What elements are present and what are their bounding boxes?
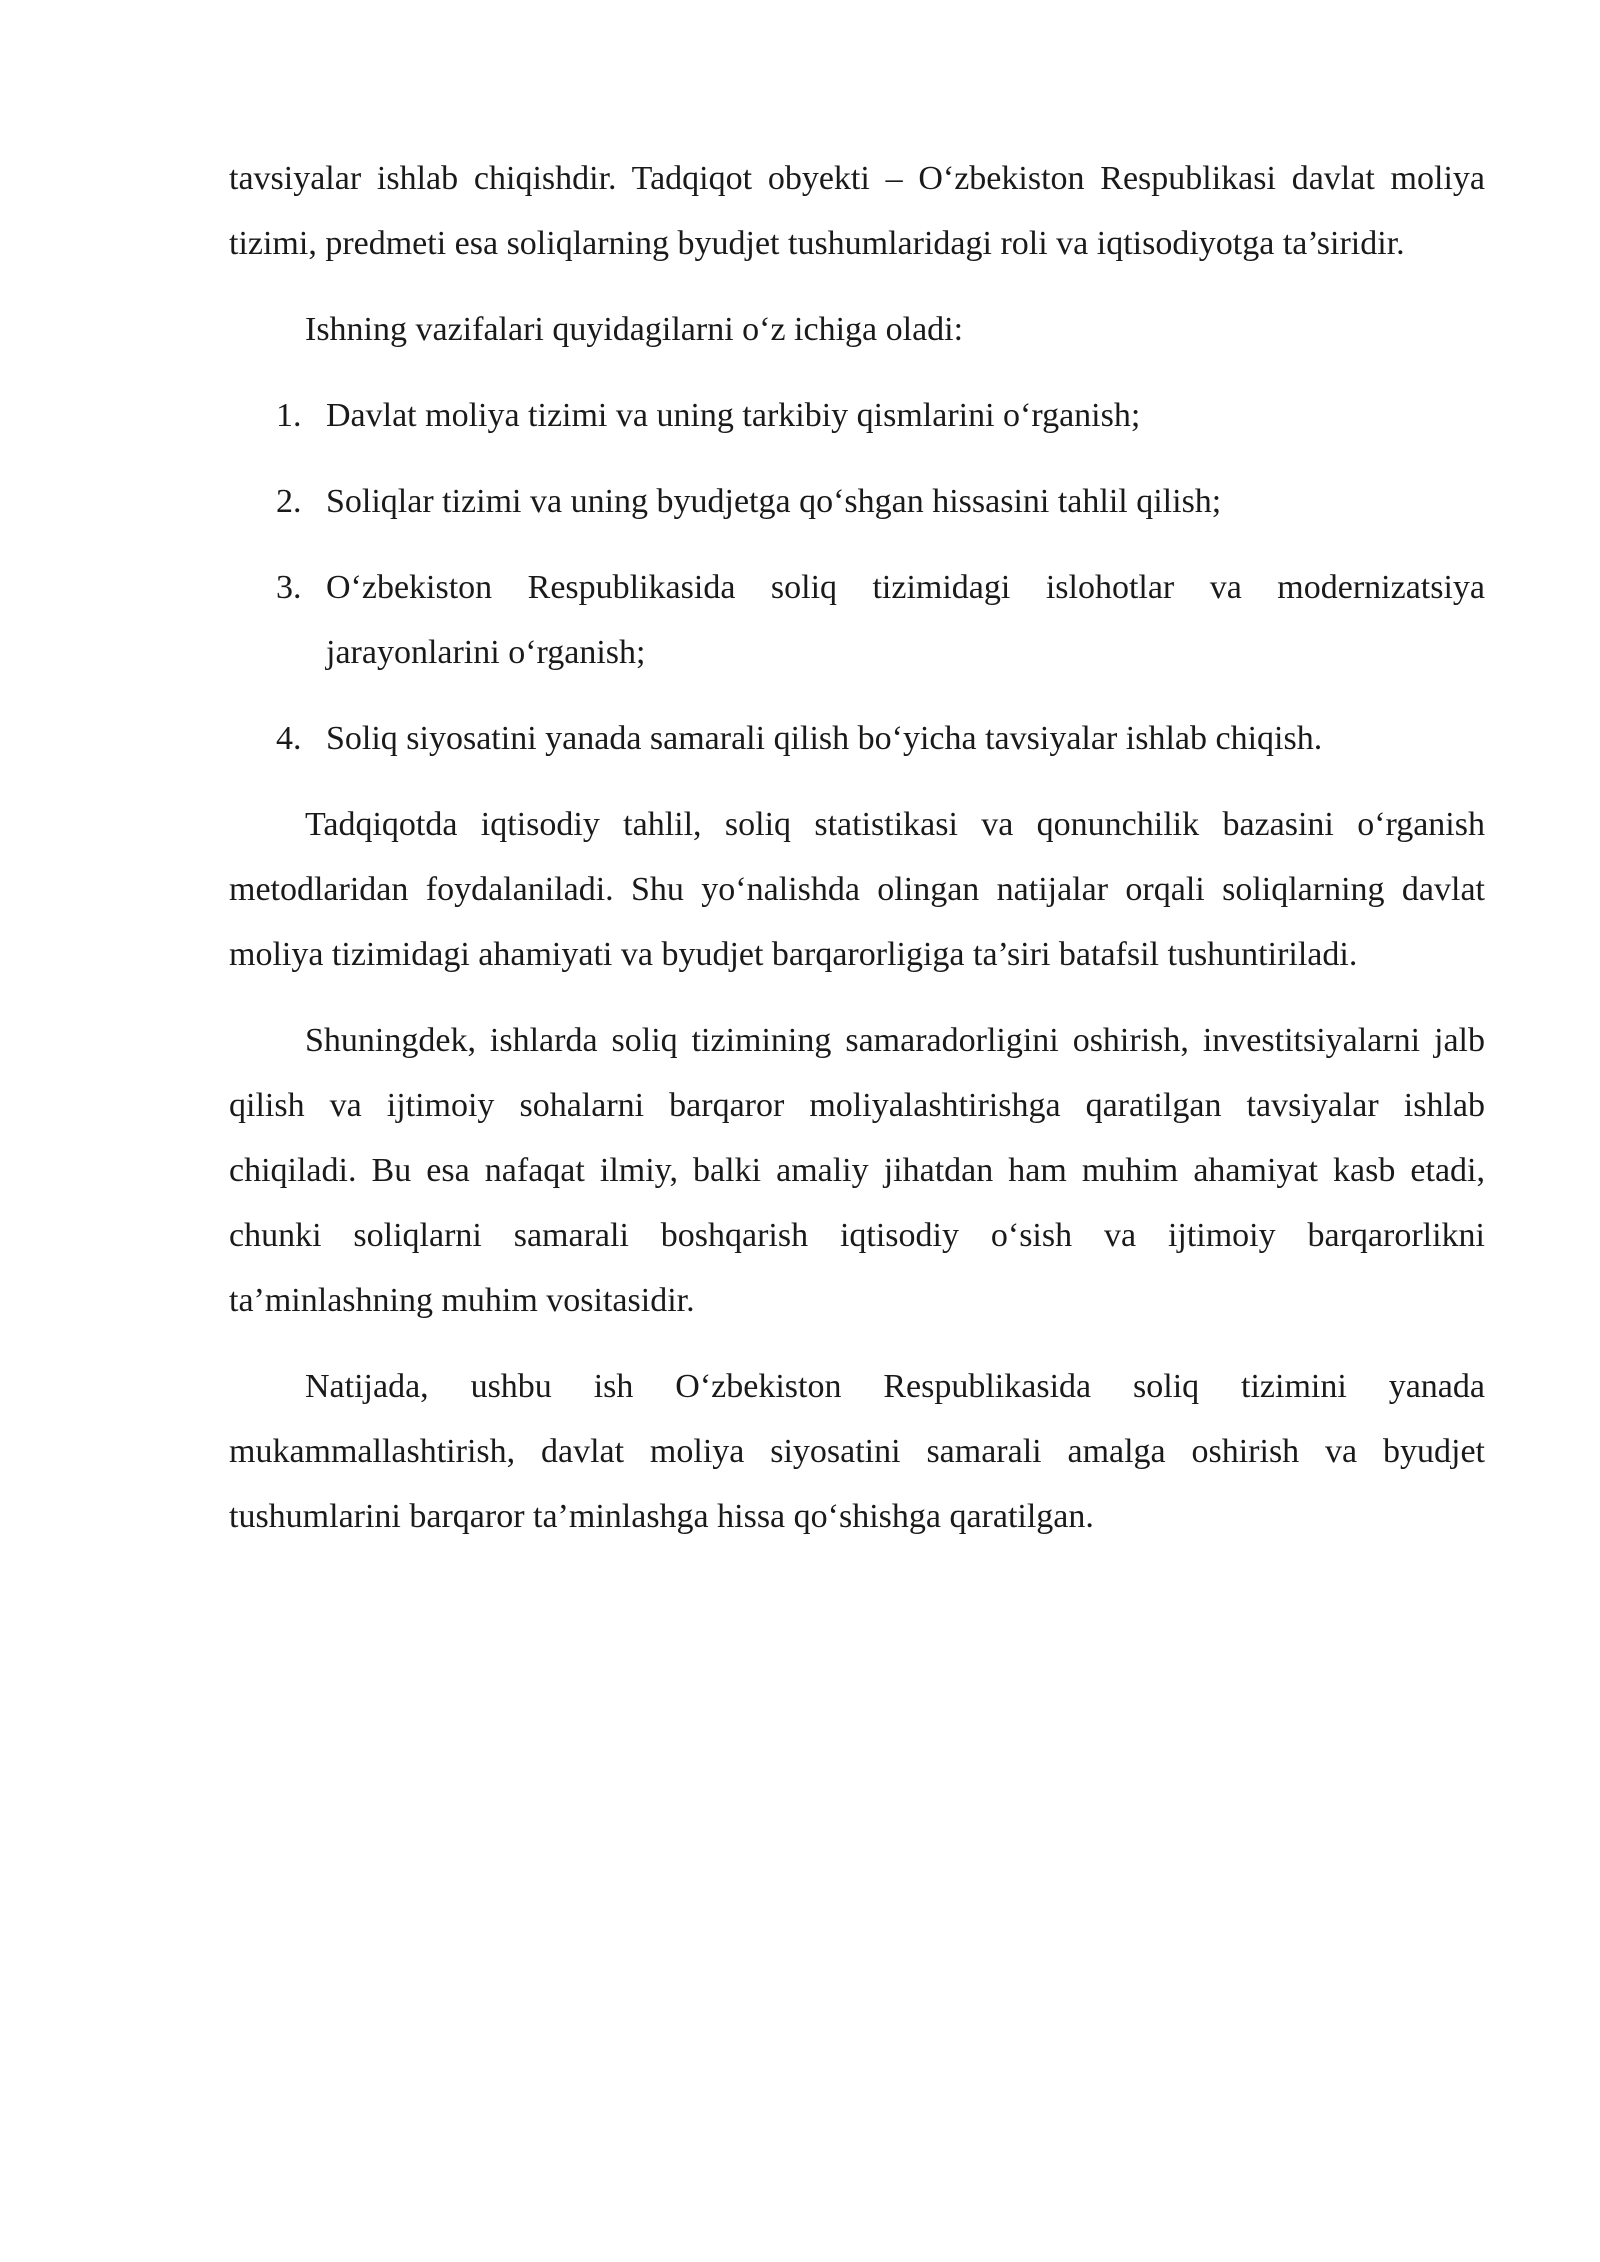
list-item-number: 3. xyxy=(276,569,302,606)
list-item-number: 1. xyxy=(276,397,302,434)
list-item-text: Soliq siyosatini yanada samarali qilish bo‘yicha tavsiyalar ishlab chiqish. xyxy=(326,720,1323,757)
list-item xyxy=(229,555,1485,685)
page-content xyxy=(229,146,1485,1570)
paragraph-conclusion: Natijada, ushbu ish O‘zbekiston Respublikasida soliq tizimini yanada mukammallashtirish, davlat moliya siyosatini samarali amalga oshirish va byudjet tushumlarini barqaror ta’minlashga hissa qo‘shishga qaratilgan. xyxy=(229,1368,1485,1535)
list-item xyxy=(229,706,1485,771)
list-item-text: Soliqlar tizimi va uning byudjetga qo‘shgan hissasini tahlil qilish; xyxy=(326,483,1222,520)
list-item-number: 2. xyxy=(276,483,302,520)
paragraph-recommendations: Shuningdek, ishlarda soliq tizimining samaradorligini oshirish, investitsiyalarni jalb qilish va ijtimoiy sohalarni barqaror moliyalashtirishga qaratilgan tavsiyalar ishlab chiqiladi. Bu esa nafaqat ilmiy, balki amaliy jihatdan ham muhim ahamiyat kasb etadi, chunki soliqlarni samarali boshqarish iqtisodiy o‘sish va ijtimoiy barqarorlikni ta’minlashning muhim vositasidir. xyxy=(229,1022,1485,1319)
list-item xyxy=(229,383,1485,448)
list-item xyxy=(229,469,1485,534)
tasks-list xyxy=(229,383,1485,771)
list-item-text: Davlat moliya tizimi va uning tarkibiy qismlarini o‘rganish; xyxy=(326,397,1141,434)
paragraph-object-subject: tavsiyalar ishlab chiqishdir. Tadqiqot obyekti – O‘zbekiston Respublikasi davlat moliya tizimi, predmeti esa soliqlarning byudjet tushumlaridagi roli va iqtisodiyotga ta’siridir. xyxy=(229,160,1485,262)
paragraph-methods: Tadqiqotda iqtisodiy tahlil, soliq statistikasi va qonunchilik bazasini o‘rganish metodlaridan foydalaniladi. Shu yo‘nalishda olingan natijalar orqali soliqlarning davlat moliya tizimidagi ahamiyati va byudjet barqarorligiga ta’siri batafsil tushuntiriladi. xyxy=(229,806,1485,973)
tasks-intro: Ishning vazifalari quyidagilarni o‘z ichiga oladi: xyxy=(305,311,964,348)
list-item-text: O‘zbekiston Respublikasida soliq tizimidagi islohotlar va modernizatsiya jarayonlarini o‘rganish; xyxy=(326,569,1485,671)
list-item-number: 4. xyxy=(276,720,302,757)
